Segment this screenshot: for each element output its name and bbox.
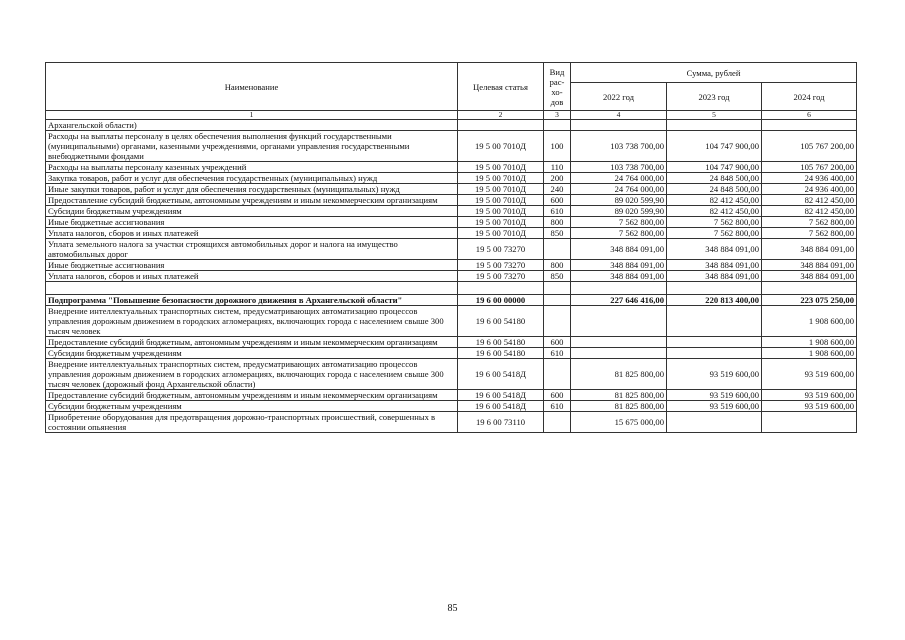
row-sum-2024-cell	[762, 412, 857, 433]
row-type-cell: 610	[544, 401, 571, 412]
row-sum-2022-cell: 24 764 000,00	[571, 173, 667, 184]
row-sum-2024-cell: 348 884 091,00	[762, 260, 857, 271]
header-year-2023: 2023 год	[667, 83, 762, 111]
row-code-cell: 19 6 00 54180	[458, 348, 544, 359]
row-sum-2022-cell: 89 020 599,90	[571, 195, 667, 206]
table-row	[46, 260, 857, 271]
row-sum-2022-cell: 15 675 000,00	[571, 412, 667, 433]
table-row	[46, 271, 857, 282]
row-sum-2022-cell: 103 738 700,00	[571, 162, 667, 173]
table-row	[46, 173, 857, 184]
row-type-cell: 110	[544, 162, 571, 173]
row-sum-2024-cell: 7 562 800,00	[762, 228, 857, 239]
row-code-cell: 19 5 00 73270	[458, 260, 544, 271]
empty-cell	[544, 282, 571, 295]
row-code-cell: 19 5 00 73270	[458, 271, 544, 282]
row-sum-2023-cell: 220 813 400,00	[667, 295, 762, 306]
row-sum-2024-cell: 1 908 600,00	[762, 337, 857, 348]
row-code-cell: 19 5 00 7010Д	[458, 217, 544, 228]
row-sum-2022-cell: 81 825 800,00	[571, 359, 667, 390]
table-row	[46, 359, 857, 390]
row-sum-2022-cell: 7 562 800,00	[571, 217, 667, 228]
row-type-cell: 600	[544, 390, 571, 401]
row-name-cell: Внедрение интеллектуальных транспортных систем, предусматривающих автоматизацию процессов управления дорожным движением в городских агломерациях, включающих города с населением свыше 300 тысяч человек	[46, 306, 458, 337]
row-type-cell: 200	[544, 173, 571, 184]
row-sum-2022-cell: 7 562 800,00	[571, 228, 667, 239]
row-sum-2023-cell: 82 412 450,00	[667, 206, 762, 217]
row-name-cell: Иные закупки товаров, работ и услуг для обеспечения государственных (муниципальных) нужд	[46, 184, 458, 195]
row-name-cell: Уплата земельного налога за участки строящихся автомобильных дорог и налога на имущество автомобильных дорог	[46, 239, 458, 260]
row-code-cell: 19 6 00 54180	[458, 306, 544, 337]
row-type-cell	[544, 295, 571, 306]
table-row	[46, 306, 857, 337]
header-year-2024: 2024 год	[762, 83, 857, 111]
row-sum-2024-cell: 7 562 800,00	[762, 217, 857, 228]
row-name-cell: Приобретение оборудования для предотвращения дорожно-транспортных происшествий, совершенных в состоянии опьянения	[46, 412, 458, 433]
table-body	[46, 120, 857, 433]
empty-cell	[458, 282, 544, 295]
row-code-cell: 19 5 00 7010Д	[458, 228, 544, 239]
row-name-cell: Уплата налогов, сборов и иных платежей	[46, 271, 458, 282]
page-number: 85	[447, 603, 458, 614]
header-year-2022: 2022 год	[571, 83, 667, 111]
row-type-cell: 600	[544, 337, 571, 348]
row-sum-2023-cell: 104 747 900,00	[667, 131, 762, 162]
row-sum-2023-cell	[667, 120, 762, 131]
row-type-cell: 600	[544, 195, 571, 206]
row-name-cell: Субсидии бюджетным учреждениям	[46, 348, 458, 359]
row-name-cell: Предоставление субсидий бюджетным, автономным учреждениям и иным некоммерческим организациям	[46, 390, 458, 401]
row-sum-2024-cell: 105 767 200,00	[762, 131, 857, 162]
row-sum-2024-cell: 1 908 600,00	[762, 348, 857, 359]
row-name-cell: Расходы на выплаты персоналу казенных учреждений	[46, 162, 458, 173]
row-code-cell: 19 6 00 5418Д	[458, 390, 544, 401]
row-sum-2024-cell: 24 936 400,00	[762, 173, 857, 184]
spacer-row	[46, 282, 857, 295]
row-code-cell: 19 5 00 7010Д	[458, 206, 544, 217]
table-row	[46, 228, 857, 239]
row-sum-2024-cell: 105 767 200,00	[762, 162, 857, 173]
row-code-cell: 19 6 00 00000	[458, 295, 544, 306]
row-name-cell: Иные бюджетные ассигнования	[46, 260, 458, 271]
row-sum-2024-cell	[762, 120, 857, 131]
table-row	[46, 206, 857, 217]
row-sum-2022-cell: 89 020 599,90	[571, 206, 667, 217]
table-row	[46, 217, 857, 228]
table-row	[46, 390, 857, 401]
row-sum-2022-cell	[571, 120, 667, 131]
row-name-cell: Архангельской области)	[46, 120, 458, 131]
header-type: Вид рас-хо-дов	[544, 63, 571, 111]
row-sum-2023-cell	[667, 412, 762, 433]
table-row	[46, 401, 857, 412]
table-row	[46, 412, 857, 433]
col-number: 3	[544, 111, 571, 120]
row-sum-2023-cell: 93 519 600,00	[667, 359, 762, 390]
row-name-cell: Расходы на выплаты персоналу в целях обеспечения выполнения функций государственными (муниципальными) органами, казенными учреждениями, органами управления государственными внебюджетными фондами	[46, 131, 458, 162]
row-sum-2024-cell: 348 884 091,00	[762, 239, 857, 260]
row-name-cell: Предоставление субсидий бюджетным, автономным учреждениям и иным некоммерческим организациям	[46, 195, 458, 206]
row-name-cell: Уплата налогов, сборов и иных платежей	[46, 228, 458, 239]
row-sum-2024-cell: 93 519 600,00	[762, 390, 857, 401]
row-sum-2022-cell: 348 884 091,00	[571, 271, 667, 282]
row-sum-2023-cell: 82 412 450,00	[667, 195, 762, 206]
row-sum-2022-cell: 348 884 091,00	[571, 260, 667, 271]
row-sum-2023-cell	[667, 348, 762, 359]
row-sum-2023-cell	[667, 337, 762, 348]
empty-cell	[762, 282, 857, 295]
empty-cell	[667, 282, 762, 295]
row-name-cell: Иные бюджетные ассигнования	[46, 217, 458, 228]
row-type-cell	[544, 120, 571, 131]
row-code-cell	[458, 120, 544, 131]
empty-cell	[46, 282, 458, 295]
row-type-cell: 610	[544, 348, 571, 359]
table-row	[46, 131, 857, 162]
row-sum-2023-cell	[667, 306, 762, 337]
row-type-cell	[544, 306, 571, 337]
header-name: Наименование	[46, 63, 458, 111]
row-type-cell: 100	[544, 131, 571, 162]
row-code-cell: 19 5 00 7010Д	[458, 184, 544, 195]
row-sum-2022-cell: 103 738 700,00	[571, 131, 667, 162]
row-type-cell: 800	[544, 217, 571, 228]
table-row	[46, 239, 857, 260]
row-type-cell	[544, 359, 571, 390]
row-code-cell: 19 5 00 7010Д	[458, 195, 544, 206]
table-row	[46, 337, 857, 348]
row-name-cell: Внедрение интеллектуальных транспортных систем, предусматривающих автоматизацию процессов управления дорожным движением в городских агломерациях, включающих города с населением свыше 300 тысяч человек (дорожный фонд Архангельской области)	[46, 359, 458, 390]
row-name-cell: Субсидии бюджетным учреждениям	[46, 401, 458, 412]
row-sum-2023-cell: 7 562 800,00	[667, 228, 762, 239]
empty-cell	[571, 282, 667, 295]
row-sum-2022-cell	[571, 348, 667, 359]
row-sum-2024-cell: 93 519 600,00	[762, 359, 857, 390]
row-code-cell: 19 5 00 7010Д	[458, 162, 544, 173]
table-row	[46, 348, 857, 359]
row-code-cell: 19 5 00 73270	[458, 239, 544, 260]
table-header	[46, 63, 857, 120]
row-sum-2024-cell: 348 884 091,00	[762, 271, 857, 282]
row-name-cell: Закупка товаров, работ и услуг для обеспечения государственных (муниципальных) нужд	[46, 173, 458, 184]
row-sum-2023-cell: 7 562 800,00	[667, 217, 762, 228]
row-code-cell: 19 6 00 5418Д	[458, 401, 544, 412]
row-type-cell	[544, 412, 571, 433]
row-sum-2022-cell: 81 825 800,00	[571, 390, 667, 401]
row-sum-2023-cell: 348 884 091,00	[667, 271, 762, 282]
table-row	[46, 195, 857, 206]
table-row	[46, 120, 857, 131]
row-sum-2024-cell: 24 936 400,00	[762, 184, 857, 195]
row-sum-2023-cell: 93 519 600,00	[667, 401, 762, 412]
table-row	[46, 184, 857, 195]
row-sum-2024-cell: 1 908 600,00	[762, 306, 857, 337]
row-sum-2024-cell: 223 075 250,00	[762, 295, 857, 306]
col-number: 1	[46, 111, 458, 120]
row-type-cell: 800	[544, 260, 571, 271]
row-type-cell: 850	[544, 271, 571, 282]
header-sum: Сумма, рублей	[571, 63, 857, 83]
row-sum-2023-cell: 104 747 900,00	[667, 162, 762, 173]
row-name-cell: Подпрограмма "Повышение безопасности дорожного движения в Архангельской области"	[46, 295, 458, 306]
col-number: 4	[571, 111, 667, 120]
row-sum-2024-cell: 82 412 450,00	[762, 195, 857, 206]
row-code-cell: 19 6 00 5418Д	[458, 359, 544, 390]
row-sum-2022-cell	[571, 306, 667, 337]
column-numbers-row	[46, 111, 857, 120]
row-sum-2023-cell: 93 519 600,00	[667, 390, 762, 401]
table-row	[46, 162, 857, 173]
row-sum-2022-cell	[571, 337, 667, 348]
row-code-cell: 19 6 00 54180	[458, 337, 544, 348]
row-name-cell: Предоставление субсидий бюджетным, автономным учреждениям и иным некоммерческим организациям	[46, 337, 458, 348]
row-sum-2023-cell: 24 848 500,00	[667, 184, 762, 195]
row-code-cell: 19 6 00 73110	[458, 412, 544, 433]
col-number: 6	[762, 111, 857, 120]
row-sum-2024-cell: 93 519 600,00	[762, 401, 857, 412]
col-number: 2	[458, 111, 544, 120]
row-sum-2022-cell: 24 764 000,00	[571, 184, 667, 195]
header-code: Целевая статья	[458, 63, 544, 111]
row-type-cell: 850	[544, 228, 571, 239]
row-type-cell: 610	[544, 206, 571, 217]
row-code-cell: 19 5 00 7010Д	[458, 173, 544, 184]
row-sum-2022-cell: 227 646 416,00	[571, 295, 667, 306]
row-sum-2024-cell: 82 412 450,00	[762, 206, 857, 217]
row-type-cell: 240	[544, 184, 571, 195]
row-sum-2023-cell: 348 884 091,00	[667, 239, 762, 260]
col-number: 5	[667, 111, 762, 120]
row-sum-2023-cell: 24 848 500,00	[667, 173, 762, 184]
row-name-cell: Субсидии бюджетным учреждениям	[46, 206, 458, 217]
row-sum-2023-cell: 348 884 091,00	[667, 260, 762, 271]
row-sum-2022-cell: 81 825 800,00	[571, 401, 667, 412]
row-code-cell: 19 5 00 7010Д	[458, 131, 544, 162]
budget-table	[45, 62, 857, 433]
row-type-cell	[544, 239, 571, 260]
row-sum-2022-cell: 348 884 091,00	[571, 239, 667, 260]
table-row	[46, 295, 857, 306]
